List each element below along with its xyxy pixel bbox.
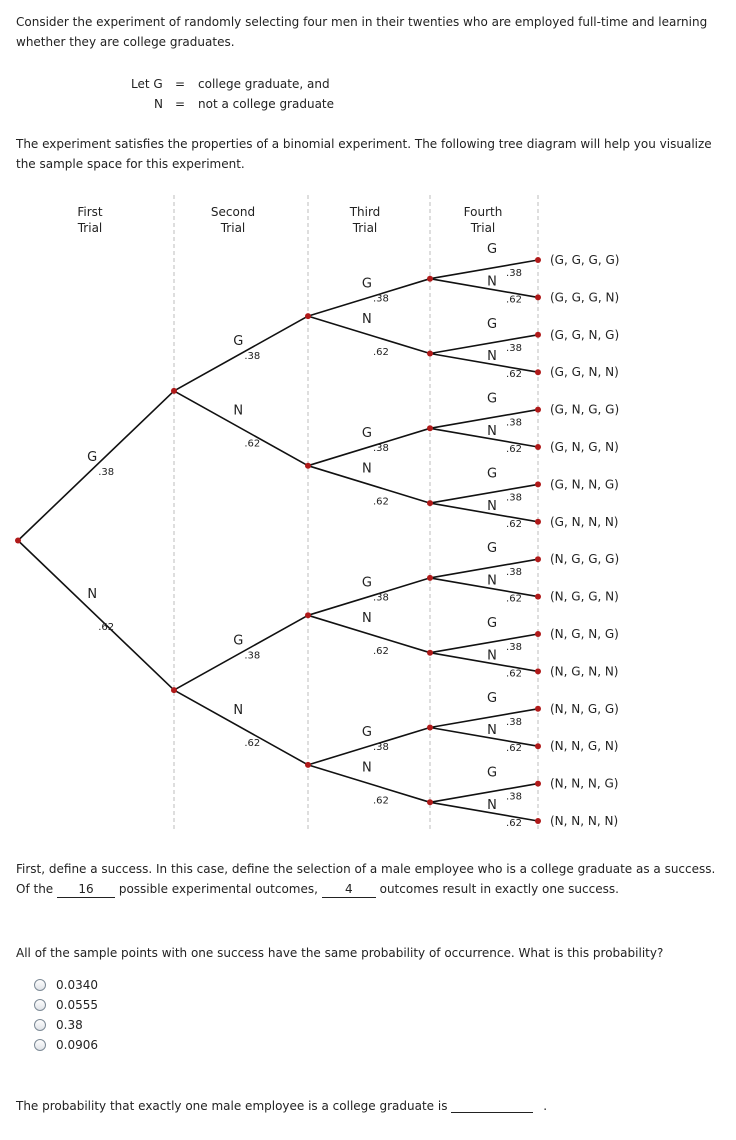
outcome-label: (N, G, N, N) (550, 664, 619, 679)
probability-label-failure: .62 (506, 518, 522, 530)
branch-label-g: G (486, 242, 498, 257)
branch-label-n: N (487, 723, 497, 739)
header-trial-1: First (77, 205, 103, 219)
outcome-label: (G, G, G, N) (550, 290, 620, 305)
leaf-node (535, 631, 541, 637)
tree-node (171, 388, 177, 394)
outcome-label: (N, N, N, N) (550, 814, 619, 828)
branch-label-g: G (233, 633, 244, 649)
probability-label-failure: .62 (372, 346, 389, 358)
branch-label-g: G (233, 334, 244, 350)
branch-label-g: G (361, 725, 372, 741)
probability-label-failure: .62 (506, 818, 522, 829)
success-definition: First, define a success. In this case, define the selection of a male employee who is a college graduate as a success. (16, 862, 716, 876)
branch-label-n: N (487, 798, 497, 813)
definition-n-prefix: N (154, 97, 163, 111)
outcome-label: (G, G, G, G) (550, 253, 620, 267)
outcome-label: (G, G, N, G) (550, 327, 620, 342)
tree-node (171, 687, 177, 693)
outcome-label: (N, N, G, N) (550, 739, 619, 754)
definition-n-equals: = (175, 97, 186, 111)
probability-label-failure: .62 (372, 795, 389, 807)
outcome-label: (N, G, N, G) (550, 627, 619, 641)
outcome-label: (G, N, N, N) (550, 514, 619, 529)
probability-label-success: .38 (98, 467, 115, 479)
count-sentence (16, 879, 721, 899)
branch-label-g: G (486, 466, 498, 482)
option-label: 0.38 (56, 1018, 83, 1032)
leaf-node (535, 818, 541, 824)
radio-button[interactable] (34, 999, 46, 1011)
tree-node (427, 276, 433, 282)
header-trial-3-sub: Trial (352, 221, 378, 235)
definition-g-equals: = (175, 77, 186, 91)
probability-label-failure: .62 (506, 369, 522, 381)
branch-label-g: G (486, 616, 498, 631)
branch-label-n: N (487, 349, 497, 365)
probability-label-success: .38 (244, 650, 261, 662)
branch-label-n: N (233, 403, 244, 419)
option-label: 0.0906 (56, 1038, 98, 1052)
probability-answer-blank[interactable] (451, 1098, 533, 1113)
outcome-label: (N, G, G, G) (550, 552, 620, 567)
tree-node (427, 799, 433, 805)
leaf-node (535, 332, 541, 338)
count-part3: outcomes result in exactly one success. (379, 882, 619, 896)
outcome-label: (N, G, G, N) (550, 589, 619, 604)
branch-label-n: N (487, 648, 497, 664)
final-period: . (543, 1099, 548, 1113)
tree-branch (174, 391, 308, 466)
tree-node (427, 425, 433, 431)
probability-label-success: .38 (372, 293, 389, 305)
branch-label-n: N (487, 498, 497, 514)
probability-label-success: .38 (506, 342, 522, 354)
tree-branch (174, 615, 308, 690)
branch-label-n: N (362, 311, 372, 327)
tree-diagram (0, 190, 736, 835)
branch-label-n: N (487, 274, 497, 290)
outcome-label: (G, G, N, N) (550, 365, 619, 380)
tree-branch (174, 316, 308, 391)
radio-button[interactable] (34, 1039, 46, 1051)
outcome-label: (G, N, G, G) (550, 402, 620, 417)
option-2[interactable] (34, 995, 98, 1015)
branch-label-g: G (486, 391, 498, 407)
tree-node (427, 650, 433, 656)
branch-label-g: G (361, 276, 372, 292)
tree-branch (174, 690, 308, 765)
one-success-count-blank[interactable]: 4 (322, 882, 376, 898)
probability-label-failure: .62 (98, 621, 115, 633)
probability-label-failure: .62 (506, 444, 522, 455)
leaf-node (535, 444, 541, 450)
branch-label-n: N (87, 586, 98, 602)
probability-label-success: .38 (506, 492, 522, 504)
probability-label-success: .38 (506, 268, 522, 279)
probability-label-failure: .62 (506, 593, 522, 605)
branch-label-g: G (486, 765, 498, 781)
branch-label-n: N (362, 611, 372, 627)
header-trial-1-sub: Trial (77, 221, 103, 235)
branch-label-n: N (487, 424, 497, 439)
binomial-note: The experiment satisfies the properties of a binomial experiment. The following tree diagram will help you visualize the sample space for this experiment. (16, 137, 712, 171)
branch-label-g: G (486, 316, 498, 332)
branch-label-g: G (87, 450, 98, 466)
probability-label-success: .38 (506, 567, 522, 579)
count-part1: Of the (16, 882, 54, 896)
branch-label-g: G (361, 425, 372, 441)
probability-label-success: .38 (506, 642, 522, 653)
leaf-node (535, 369, 541, 375)
probability-label-success: .38 (244, 351, 261, 363)
header-trial-3: Third (349, 205, 381, 219)
probability-label-failure: .62 (372, 496, 389, 508)
header-trial-4-sub: Trial (470, 221, 496, 235)
option-4[interactable] (34, 1035, 98, 1055)
option-label: 0.0340 (56, 978, 98, 992)
tree-node (305, 762, 311, 768)
outcome-label: (G, N, G, N) (550, 440, 619, 454)
intro-text: Consider the experiment of randomly selecting four men in their twenties who are employed full-time and learning whether they are college graduates. (16, 15, 708, 49)
leaf-node (535, 668, 541, 674)
radio-button[interactable] (34, 1019, 46, 1031)
branch-label-n: N (487, 573, 497, 589)
leaf-node (535, 781, 541, 787)
probability-label-failure: .62 (244, 438, 261, 450)
option-3[interactable] (34, 1015, 98, 1035)
tree-branch (18, 541, 174, 691)
leaf-node (535, 519, 541, 525)
probability-label-success: .38 (372, 592, 389, 604)
count-part2: possible experimental outcomes, (118, 882, 318, 896)
branch-label-g: G (361, 575, 372, 591)
header-trial-2-sub: Trial (220, 221, 246, 235)
tree-node (427, 351, 433, 357)
probability-label-failure: .62 (506, 743, 522, 755)
probability-label-failure: .62 (506, 294, 522, 306)
leaf-node (535, 594, 541, 600)
probability-label-failure: .62 (372, 646, 389, 658)
leaf-node (535, 481, 541, 487)
leaf-node (535, 706, 541, 712)
tree-node (427, 575, 433, 581)
tree-node (427, 725, 433, 731)
probability-label-failure: .62 (244, 737, 261, 749)
branch-label-g: G (486, 690, 498, 706)
probability-label-success: .38 (372, 442, 389, 454)
outcomes-total-blank[interactable]: 16 (57, 882, 115, 898)
probability-label-success: .38 (506, 417, 522, 429)
tree-node (305, 313, 311, 319)
leaf-node (535, 294, 541, 300)
probability-label-success: .38 (506, 791, 522, 803)
leaf-node (535, 743, 541, 749)
leaf-node (535, 556, 541, 562)
outcome-label: (N, N, N, G) (550, 776, 619, 791)
header-trial-2: Second (210, 205, 256, 219)
header-trial-4: Fourth (463, 205, 503, 219)
branch-label-n: N (362, 760, 372, 776)
definition-g-text: college graduate, and (198, 77, 330, 91)
probability-label-success: .38 (506, 716, 522, 728)
tree-branch (18, 391, 174, 541)
branch-label-n: N (362, 461, 372, 477)
branch-label-g: G (486, 541, 498, 557)
leaf-node (535, 257, 541, 263)
definition-g (0, 75, 736, 93)
probability-question: All of the sample points with one success have the same probability of occurrence. What is this probability? (16, 946, 664, 960)
probability-label-failure: .62 (506, 668, 522, 680)
definition-g-prefix: Let G (131, 77, 163, 91)
definition-n (0, 95, 736, 113)
outcome-label: (G, N, N, G) (550, 477, 619, 492)
answer-options (34, 975, 98, 1055)
final-question-text: The probability that exactly one male employee is a college graduate is (16, 1099, 448, 1113)
option-1[interactable] (34, 975, 98, 995)
final-question (16, 1098, 547, 1113)
branch-label-n: N (233, 702, 244, 718)
definition-n-text: not a college graduate (198, 97, 335, 111)
tree-node (305, 463, 311, 469)
tree-node (427, 500, 433, 506)
tree-node (15, 538, 21, 544)
probability-label-success: .38 (372, 742, 389, 754)
radio-button[interactable] (34, 979, 46, 991)
tree-node (305, 612, 311, 618)
outcome-label: (N, N, G, G) (550, 701, 619, 716)
option-label: 0.0555 (56, 998, 98, 1012)
leaf-node (535, 407, 541, 413)
